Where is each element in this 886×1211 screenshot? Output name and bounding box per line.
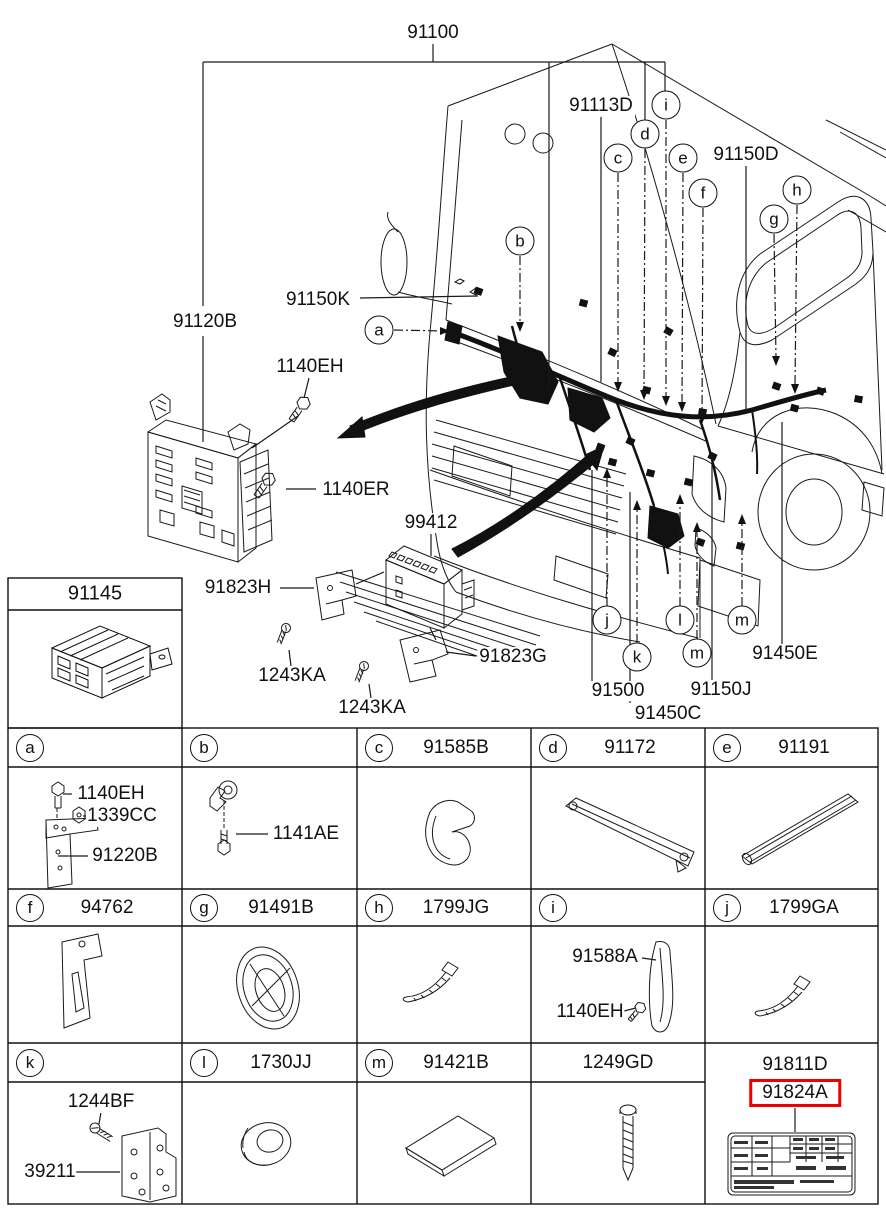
part-label-91120B: 91120B [172, 311, 238, 333]
part-label-91811D: 91811D [762, 1054, 828, 1075]
table-header-letter-k: k [16, 1049, 44, 1077]
cell-label-1244BF: 1244BF [67, 1091, 135, 1112]
table-header-letter-i: i [539, 894, 567, 922]
callout-a: a [365, 316, 394, 345]
table-header-letter-e: e [713, 734, 741, 762]
highlighted-part-91824A[interactable]: 91824A [749, 1079, 841, 1107]
illus-h-cable-tie [403, 962, 458, 1002]
table-header-part-1799GA: 1799GA [769, 896, 839, 918]
callout-h: h [783, 176, 812, 205]
callout-m: m [728, 606, 757, 635]
illus-b-terminal [210, 781, 237, 855]
part-label-1243KA: 1243KA [338, 697, 406, 719]
part-label-91823G: 91823G [479, 646, 547, 668]
callout-g: g [760, 205, 789, 234]
part-label-1243KA: 1243KA [258, 665, 326, 687]
illus-k-bracket [88, 1119, 176, 1202]
table-header-letter-a: a [16, 734, 44, 762]
table-header-part-1730JJ: 1730JJ [250, 1051, 312, 1073]
illus-91824a-sticker [728, 1133, 855, 1195]
table-header-letter-c: c [365, 734, 393, 762]
cell-label-1140EH: 1140EH [556, 1001, 624, 1022]
cell-label-39211: 39211 [24, 1161, 76, 1182]
table-header-letter-d: d [539, 734, 567, 762]
callout-l: l [666, 606, 695, 635]
table-header-letter-b: b [190, 734, 218, 762]
part-label-99412: 99412 [404, 512, 458, 534]
part-label-91450E: 91450E [752, 643, 818, 665]
cell-label-1140EH: 1140EH [77, 783, 145, 804]
part-label-1140EH: 1140EH [276, 356, 344, 378]
cell-illustrations [46, 781, 858, 1202]
callout-d: d [631, 120, 660, 149]
illus-j-cable-tie [755, 976, 810, 1016]
part-label-1140ER: 1140ER [322, 479, 390, 501]
inset-box-title: 91145 [67, 582, 123, 605]
callout-m: m [683, 639, 712, 668]
table-header-letter-h: h [365, 894, 393, 922]
connector-91145-art [52, 626, 172, 698]
callout-c: c [604, 144, 633, 173]
callout-e: e [669, 144, 698, 173]
table-header-part-91421B: 91421B [423, 1051, 489, 1073]
part-label-91113D: 91113D [569, 95, 633, 117]
callout-leader-lines [394, 120, 797, 643]
callout-j: j [593, 606, 622, 635]
table-header-part-1799JG: 1799JG [422, 896, 490, 918]
cell-label-91220B: 91220B [92, 845, 158, 866]
table-header-part-91172: 91172 [604, 736, 656, 758]
leader-arrowheads [440, 322, 799, 532]
table-header-part-91191: 91191 [778, 736, 830, 758]
table-header-part-91491B: 91491B [248, 896, 314, 918]
part-label-91100: 91100 [407, 22, 459, 44]
table-header-part-91585B: 91585B [423, 736, 489, 758]
table-header-letter-j: j [713, 894, 741, 922]
table-header-letter-g: g [190, 894, 218, 922]
part-label-91500: 91500 [591, 680, 645, 702]
illus-l-grommet [236, 1117, 295, 1171]
fuse-box-art [148, 394, 313, 562]
part-label-91450C: 91450C [634, 703, 702, 725]
table-header-part-94762: 94762 [80, 896, 134, 918]
callout-b: b [506, 227, 535, 256]
bolt-1140er-art [252, 470, 278, 500]
cell-label-1339CC: 1339CC [87, 805, 157, 826]
part-label-91150D: 91150D [713, 144, 779, 166]
bolt-1140eh-art [287, 394, 313, 424]
callout-f: f [689, 179, 718, 208]
callout-k: k [623, 643, 652, 672]
illus-f-bracket [62, 934, 102, 1028]
table-header-letter-m: m [365, 1049, 393, 1077]
cell-label-91588A: 91588A [572, 946, 638, 967]
screw-1243ka2-art [350, 660, 372, 683]
illus-d-rail [566, 798, 694, 872]
table-header-letter-f: f [16, 894, 44, 922]
table-header-part-1249GD: 1249GD [582, 1051, 654, 1073]
part-label-91150K: 91150K [285, 289, 351, 311]
illus-g-grommet [226, 939, 309, 1037]
illus-m-pad [406, 1116, 496, 1176]
part-label-91150J: 91150J [690, 679, 752, 701]
callout-i: i [652, 91, 681, 120]
part-label-91823H: 91823H [204, 577, 272, 599]
cell-label-1141AE: 1141AE [272, 823, 340, 844]
table-header-letter-l: l [190, 1049, 218, 1077]
screw-1243ka-art [272, 622, 294, 645]
illus-c-clip [426, 800, 475, 864]
illus-e-channel [741, 794, 858, 866]
illus-1249gd-screw [620, 1105, 636, 1180]
